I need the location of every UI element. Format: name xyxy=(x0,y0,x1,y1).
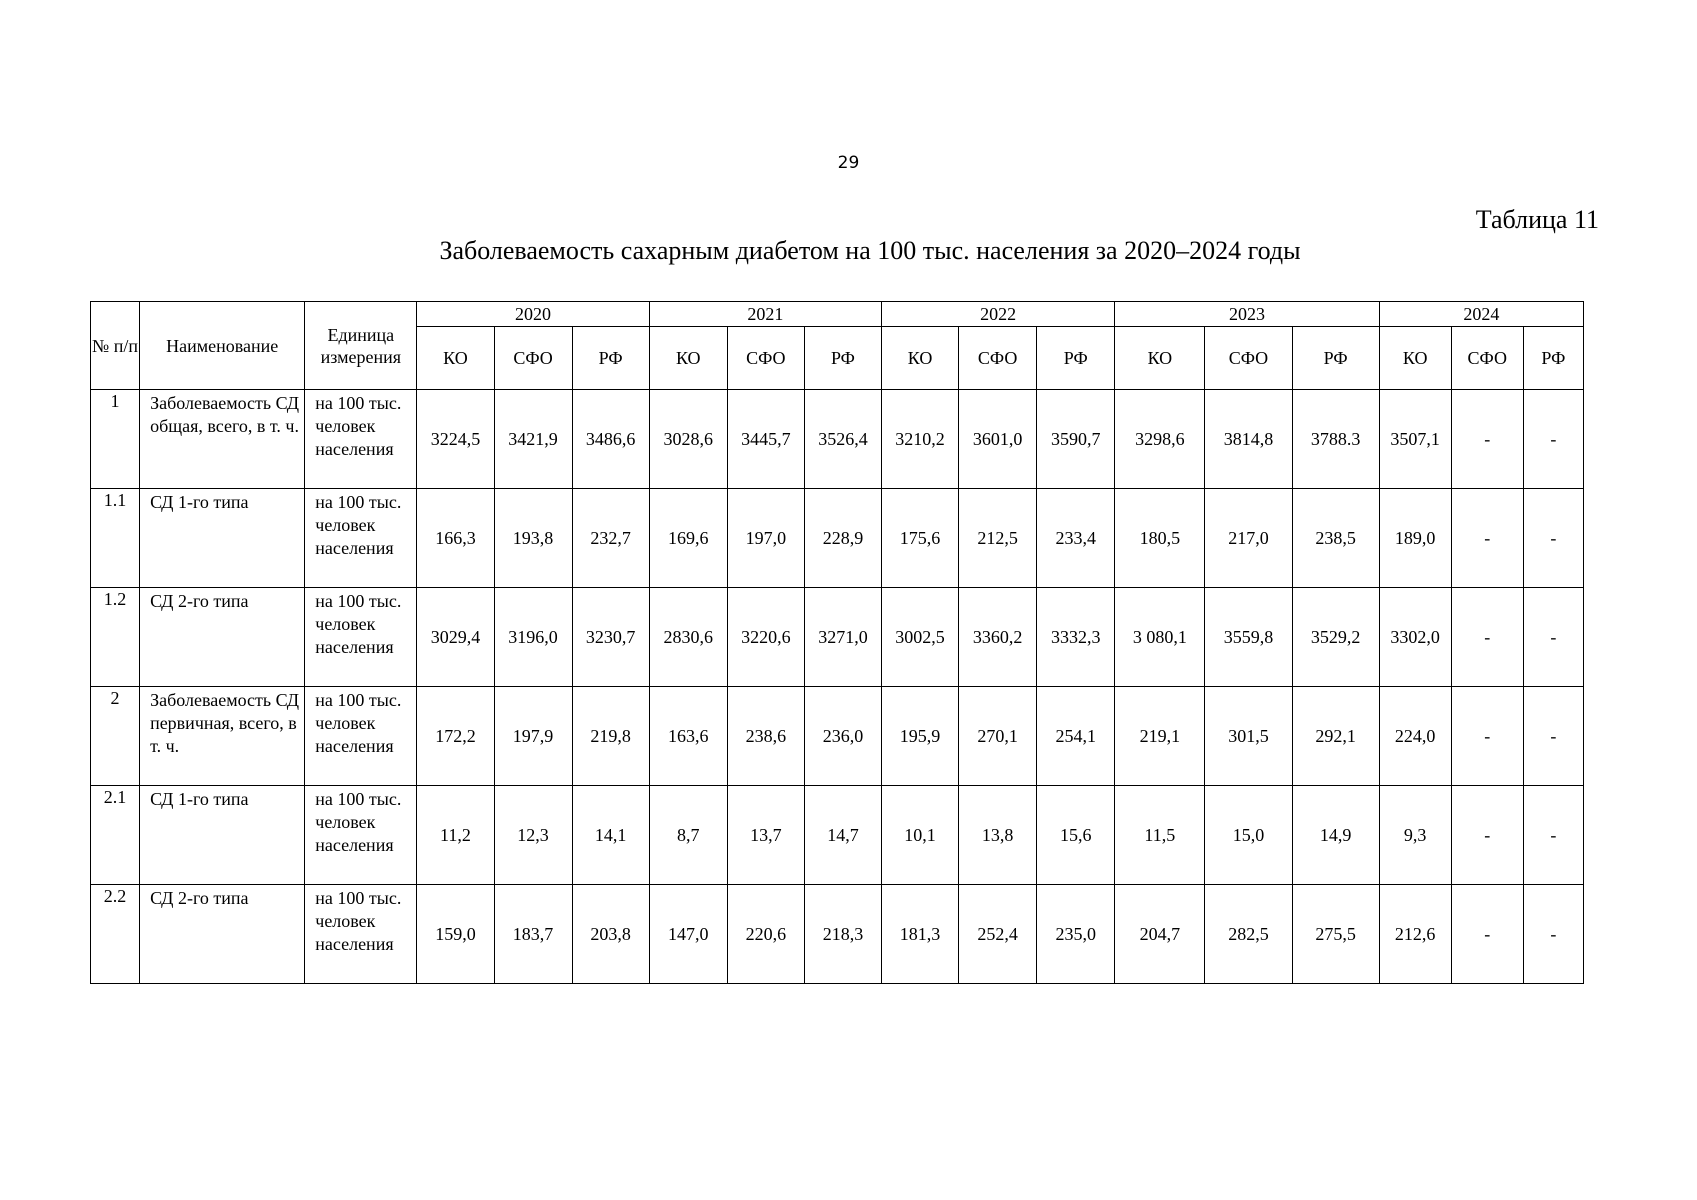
value-cell: 3029,4 xyxy=(417,588,494,687)
value-cell: 197,9 xyxy=(494,687,572,786)
value-cell: 3220,6 xyxy=(727,588,804,687)
value-cell: 3559,8 xyxy=(1205,588,1292,687)
table-row xyxy=(91,885,1584,984)
value-cell: 3601,0 xyxy=(959,390,1037,489)
value-cell: 254,1 xyxy=(1037,687,1115,786)
header-year-2023: 2023 xyxy=(1115,302,1379,327)
table-row xyxy=(91,390,1584,489)
value-cell: 11,2 xyxy=(417,786,494,885)
row-name: СД 1-го типа xyxy=(140,489,305,588)
value-cell: - xyxy=(1451,885,1523,984)
value-cell: 3298,6 xyxy=(1115,390,1205,489)
row-number: 1.2 xyxy=(91,588,140,687)
value-cell: 2830,6 xyxy=(649,588,727,687)
value-cell: 15,6 xyxy=(1037,786,1115,885)
value-cell: 219,1 xyxy=(1115,687,1205,786)
value-cell: 193,8 xyxy=(494,489,572,588)
value-cell: 220,6 xyxy=(727,885,804,984)
value-cell: 3529,2 xyxy=(1292,588,1379,687)
header-region-2024-2: СФО xyxy=(1451,327,1523,390)
value-cell: 3788.3 xyxy=(1292,390,1379,489)
value-cell: 14,7 xyxy=(804,786,881,885)
table-row xyxy=(91,489,1584,588)
header-year-2022: 2022 xyxy=(882,302,1115,327)
header-region-2022-3: РФ xyxy=(1037,327,1115,390)
value-cell: - xyxy=(1451,390,1523,489)
row-unit: на 100 тыс. человек населения xyxy=(305,489,417,588)
value-cell: - xyxy=(1523,390,1583,489)
header-region-2020-2: СФО xyxy=(494,327,572,390)
header-region-2023-2: СФО xyxy=(1205,327,1292,390)
value-cell: 3486,6 xyxy=(572,390,649,489)
value-cell: 175,6 xyxy=(882,489,959,588)
value-cell: 3271,0 xyxy=(804,588,881,687)
value-cell: 3210,2 xyxy=(882,390,959,489)
value-cell: 147,0 xyxy=(649,885,727,984)
row-name: Заболеваемость СД первичная, всего, в т. ч. xyxy=(140,687,305,786)
value-cell: 212,6 xyxy=(1379,885,1451,984)
header-region-2024-1: КО xyxy=(1379,327,1451,390)
row-name: Заболеваемость СД общая, всего, в т. ч. xyxy=(140,390,305,489)
header-unit: Единица измерения xyxy=(305,302,417,390)
value-cell: 14,9 xyxy=(1292,786,1379,885)
value-cell: - xyxy=(1451,489,1523,588)
value-cell: 8,7 xyxy=(649,786,727,885)
row-unit: на 100 тыс. человек населения xyxy=(305,786,417,885)
value-cell: 195,9 xyxy=(882,687,959,786)
page-title: Заболеваемость сахарным диабетом на 100 тыс. населения за 2020–2024 годы xyxy=(439,236,1301,265)
header-region-2021-1: КО xyxy=(649,327,727,390)
value-cell: - xyxy=(1523,687,1583,786)
value-cell: 183,7 xyxy=(494,885,572,984)
header-region-2020-1: КО xyxy=(417,327,494,390)
value-cell: 238,5 xyxy=(1292,489,1379,588)
value-cell: 238,6 xyxy=(727,687,804,786)
value-cell: 224,0 xyxy=(1379,687,1451,786)
row-unit: на 100 тыс. человек населения xyxy=(305,885,417,984)
value-cell: 9,3 xyxy=(1379,786,1451,885)
value-cell: 3230,7 xyxy=(572,588,649,687)
value-cell: 301,5 xyxy=(1205,687,1292,786)
value-cell: - xyxy=(1523,489,1583,588)
value-cell: 11,5 xyxy=(1115,786,1205,885)
value-cell: 3028,6 xyxy=(649,390,727,489)
row-number: 2 xyxy=(91,687,140,786)
value-cell: 15,0 xyxy=(1205,786,1292,885)
value-cell: 3590,7 xyxy=(1037,390,1115,489)
value-cell: 217,0 xyxy=(1205,489,1292,588)
header-region-2021-2: СФО xyxy=(727,327,804,390)
value-cell: 204,7 xyxy=(1115,885,1205,984)
value-cell: 3196,0 xyxy=(494,588,572,687)
header-name: Наименование xyxy=(140,302,305,390)
row-number: 2.2 xyxy=(91,885,140,984)
table-row xyxy=(91,588,1584,687)
table-row xyxy=(91,786,1584,885)
value-cell: 13,8 xyxy=(959,786,1037,885)
row-name: СД 1-го типа xyxy=(140,786,305,885)
incidence-table xyxy=(90,301,1584,984)
value-cell: 197,0 xyxy=(727,489,804,588)
value-cell: 12,3 xyxy=(494,786,572,885)
value-cell: 212,5 xyxy=(959,489,1037,588)
header-year-2024: 2024 xyxy=(1379,302,1583,327)
header-num: № п/п xyxy=(91,302,140,390)
page-number: 29 xyxy=(837,153,860,173)
row-unit: на 100 тыс. человек населения xyxy=(305,687,417,786)
value-cell: 282,5 xyxy=(1205,885,1292,984)
value-cell: 3 080,1 xyxy=(1115,588,1205,687)
value-cell: 232,7 xyxy=(572,489,649,588)
table-row xyxy=(91,687,1584,786)
value-cell: 252,4 xyxy=(959,885,1037,984)
value-cell: 189,0 xyxy=(1379,489,1451,588)
value-cell: - xyxy=(1523,786,1583,885)
value-cell: 270,1 xyxy=(959,687,1037,786)
row-number: 1.1 xyxy=(91,489,140,588)
value-cell: 292,1 xyxy=(1292,687,1379,786)
value-cell: 3526,4 xyxy=(804,390,881,489)
header-region-2022-1: КО xyxy=(882,327,959,390)
value-cell: 181,3 xyxy=(882,885,959,984)
value-cell: 163,6 xyxy=(649,687,727,786)
value-cell: 180,5 xyxy=(1115,489,1205,588)
value-cell: - xyxy=(1451,786,1523,885)
value-cell: 3421,9 xyxy=(494,390,572,489)
value-cell: 3814,8 xyxy=(1205,390,1292,489)
value-cell: 13,7 xyxy=(727,786,804,885)
value-cell: 275,5 xyxy=(1292,885,1379,984)
value-cell: - xyxy=(1451,687,1523,786)
value-cell: 235,0 xyxy=(1037,885,1115,984)
header-region-2024-3: РФ xyxy=(1523,327,1583,390)
header-region-2022-2: СФО xyxy=(959,327,1037,390)
value-cell: 3445,7 xyxy=(727,390,804,489)
value-cell: 3002,5 xyxy=(882,588,959,687)
value-cell: 159,0 xyxy=(417,885,494,984)
header-row-years xyxy=(91,302,1584,327)
value-cell: 10,1 xyxy=(882,786,959,885)
value-cell: 203,8 xyxy=(572,885,649,984)
value-cell: 219,8 xyxy=(572,687,649,786)
header-region-2021-3: РФ xyxy=(804,327,881,390)
value-cell: 3332,3 xyxy=(1037,588,1115,687)
value-cell: 236,0 xyxy=(804,687,881,786)
table-label: Таблица 11 xyxy=(1475,205,1599,234)
header-region-2023-3: РФ xyxy=(1292,327,1379,390)
row-unit: на 100 тыс. человек населения xyxy=(305,588,417,687)
header-region-2020-3: РФ xyxy=(572,327,649,390)
value-cell: 169,6 xyxy=(649,489,727,588)
header-region-2023-1: КО xyxy=(1115,327,1205,390)
value-cell: - xyxy=(1523,588,1583,687)
value-cell: 3507,1 xyxy=(1379,390,1451,489)
value-cell: 228,9 xyxy=(804,489,881,588)
value-cell: 14,1 xyxy=(572,786,649,885)
value-cell: 3360,2 xyxy=(959,588,1037,687)
row-unit: на 100 тыс. человек населения xyxy=(305,390,417,489)
row-number: 2.1 xyxy=(91,786,140,885)
value-cell: 3302,0 xyxy=(1379,588,1451,687)
value-cell: 233,4 xyxy=(1037,489,1115,588)
row-name: СД 2-го типа xyxy=(140,885,305,984)
value-cell: 218,3 xyxy=(804,885,881,984)
value-cell: 3224,5 xyxy=(417,390,494,489)
header-year-2020: 2020 xyxy=(417,302,649,327)
row-name: СД 2-го типа xyxy=(140,588,305,687)
value-cell: 172,2 xyxy=(417,687,494,786)
value-cell: - xyxy=(1523,885,1583,984)
header-year-2021: 2021 xyxy=(649,302,881,327)
value-cell: - xyxy=(1451,588,1523,687)
value-cell: 166,3 xyxy=(417,489,494,588)
row-number: 1 xyxy=(91,390,140,489)
